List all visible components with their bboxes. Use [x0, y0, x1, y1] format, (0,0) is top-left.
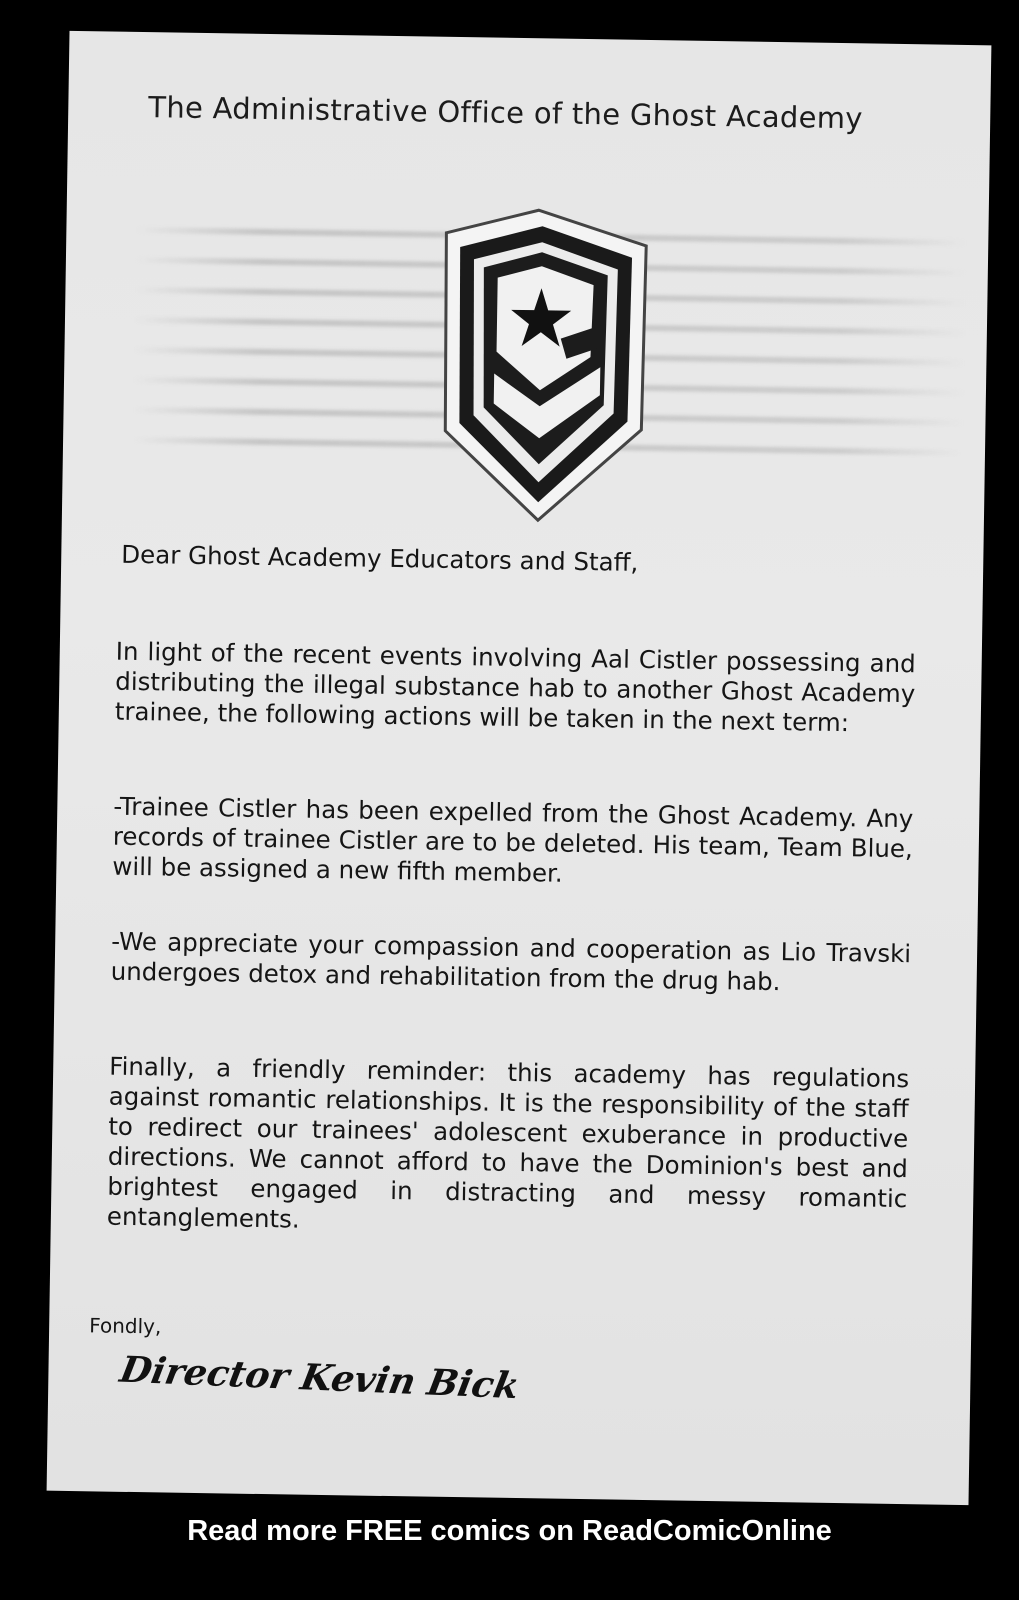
paragraph-expulsion: -Trainee Cistler has been expelled from the Ghost Academy. Any records of trainee Cistler are to be deleted. His team, Team Blue, will be assigned a new fifth member.	[112, 791, 914, 888]
salutation: Dear Ghost Academy Educators and Staff,	[121, 539, 639, 577]
footer-banner: Read more FREE comics on ReadComicOnline	[187, 1515, 832, 1547]
letter-sheet	[47, 31, 992, 1505]
letterhead-title: The Administrative Office of the Ghost Academy	[148, 90, 864, 136]
paragraph-reminder: Finally, a friendly reminder: this academy has regulations against romantic relationships. It is the responsibility of the staff to redirect our trainees' adolescent exuberance in productive directions. We cannot afford to have the Dominion's best and brightest engaged in distracting and messy romantic entanglements.	[106, 1051, 910, 1234]
signature: Director Kevin Bick	[116, 1348, 523, 1408]
closing: Fondly,	[89, 1313, 162, 1339]
ghost-academy-shield-star-icon	[434, 205, 654, 526]
paragraph-incident: In light of the recent events involving Aal Cistler possessing and distributing the illegal substance hab to another Ghost Academy trainee, the following actions will be taken in the next term:	[114, 636, 916, 738]
paragraph-rehabilitation: -We appreciate your compassion and cooperation as Lio Travski undergoes detox and rehabilitation from the drug hab.	[110, 926, 912, 997]
